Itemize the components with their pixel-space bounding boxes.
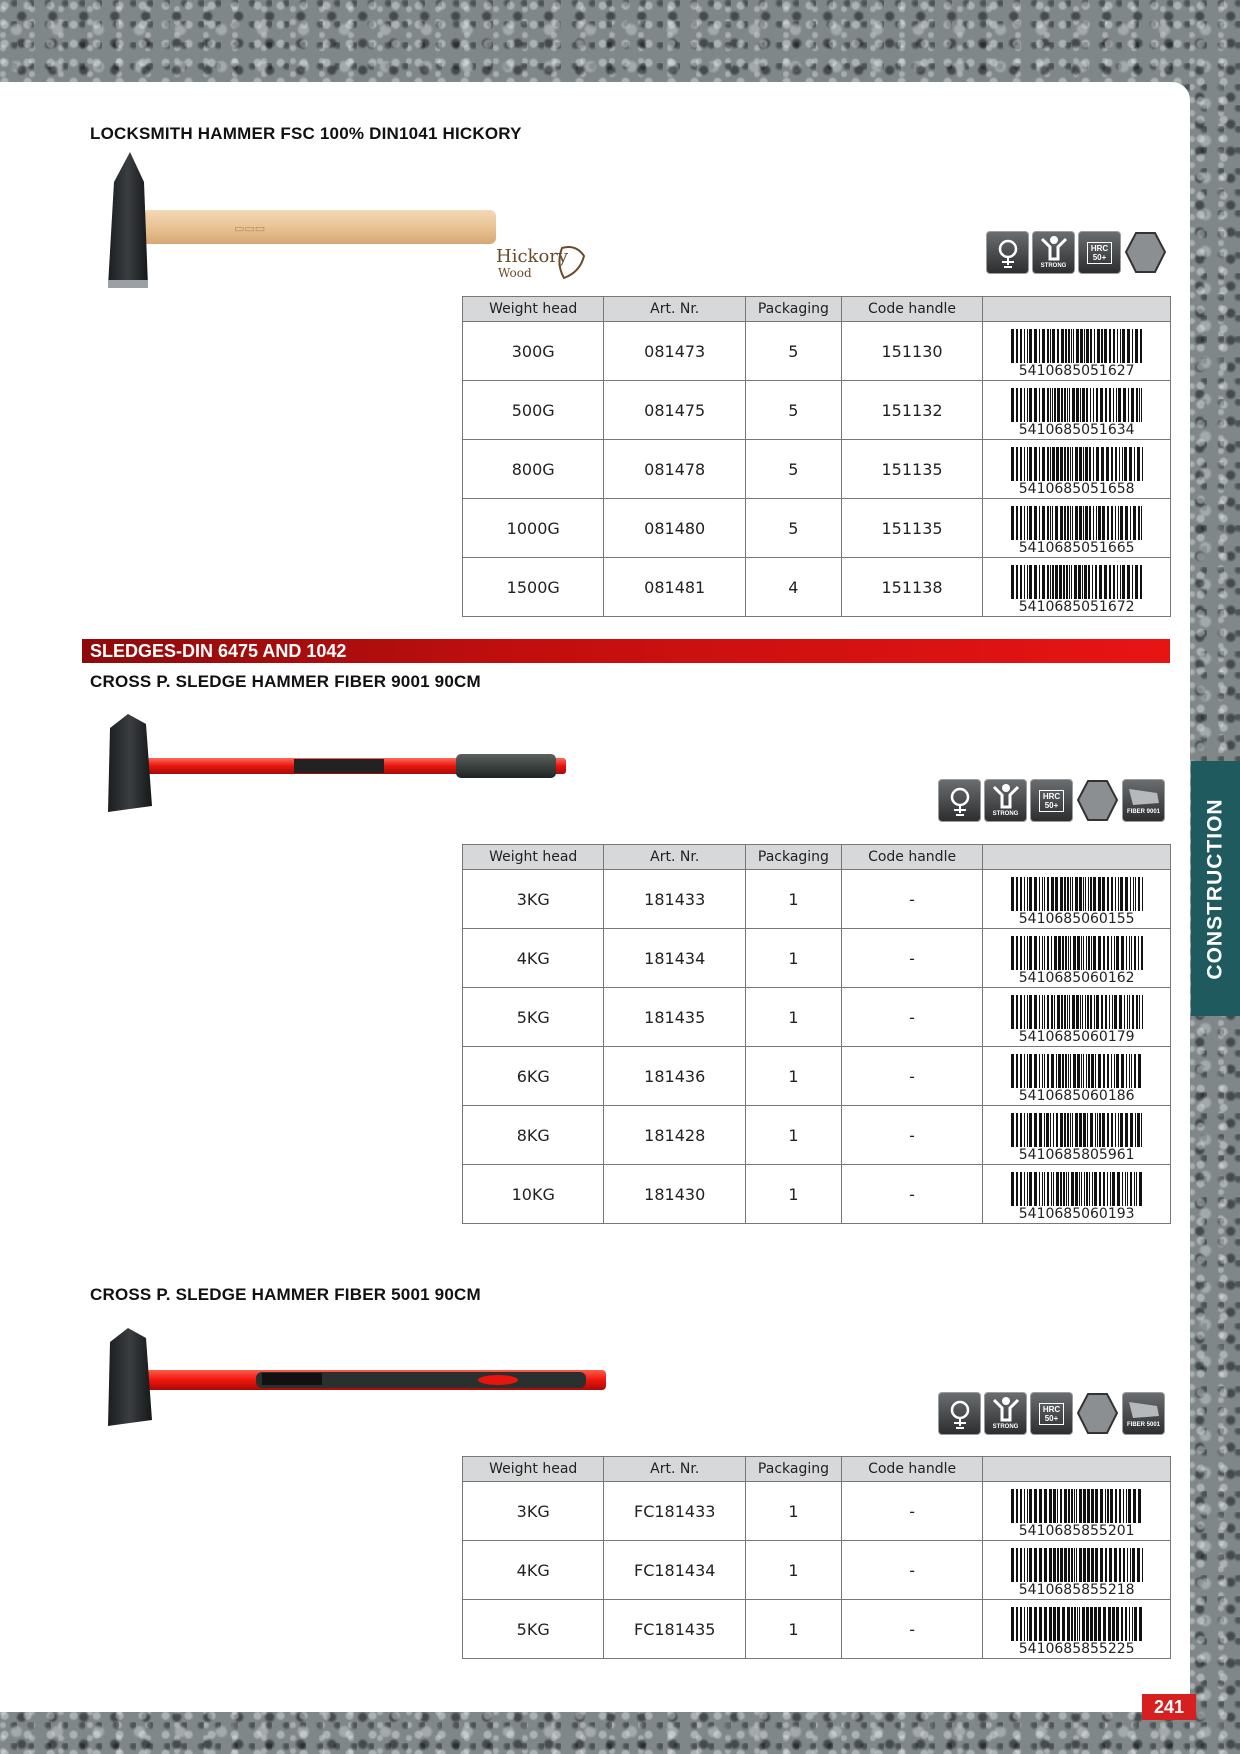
table-row — [463, 322, 1171, 381]
table-header-row — [463, 845, 1171, 870]
gear-certified-icon — [986, 231, 1029, 274]
barcode-cell — [983, 1600, 1171, 1659]
code-handle-cell: 151138 — [841, 558, 983, 617]
ean-number: 5410685051634 — [1018, 422, 1135, 438]
barcode-icon — [1011, 1172, 1143, 1206]
ean-number: 5410685855201 — [1018, 1523, 1135, 1539]
wood-logo-text: Wood — [498, 266, 532, 280]
col-art-nr: Art. Nr. — [604, 297, 746, 322]
code-handle-cell: - — [841, 929, 982, 988]
ean-number: 5410685060179 — [1018, 1029, 1135, 1045]
art-nr-cell: 081481 — [604, 558, 746, 617]
carbon-steel-icon — [1076, 1392, 1119, 1435]
packaging-cell: 1 — [745, 1047, 841, 1106]
hickory-logo-text: Hickory — [496, 246, 569, 267]
art-nr-cell: FC181435 — [604, 1600, 746, 1659]
col-weight-head: Weight head — [463, 845, 604, 870]
side-tab-construction[interactable] — [1191, 761, 1240, 1016]
section-heading-bar: SLEDGES-DIN 6475 AND 1042 — [82, 639, 1170, 663]
hammer-head — [108, 152, 148, 286]
art-nr-cell: 081473 — [604, 322, 746, 381]
packaging-cell: 1 — [745, 1106, 841, 1165]
table-row — [463, 1106, 1171, 1165]
col-packaging: Packaging — [745, 297, 841, 322]
art-nr-cell: 181434 — [604, 929, 746, 988]
feature-icons — [938, 779, 1165, 822]
art-nr-cell: FC181434 — [604, 1541, 746, 1600]
col-art-nr: Art. Nr. — [604, 845, 746, 870]
fiber-9001-icon: FIBER 9001 — [1122, 779, 1165, 822]
ean-number: 5410685051665 — [1018, 540, 1135, 556]
table-row — [463, 381, 1171, 440]
packaging-cell: 1 — [745, 988, 841, 1047]
code-handle-cell: - — [841, 988, 982, 1047]
art-nr-cell: FC181433 — [604, 1482, 746, 1541]
packaging-cell: 1 — [746, 1600, 842, 1659]
col-packaging: Packaging — [746, 1457, 842, 1482]
col-packaging: Packaging — [745, 845, 841, 870]
col-code-handle: Code handle — [841, 845, 982, 870]
code-handle-cell: 151132 — [841, 381, 983, 440]
gear-certified-icon — [938, 1392, 981, 1435]
barcode-icon — [1011, 388, 1143, 422]
carbon-steel-icon — [1076, 779, 1119, 822]
sledge-hammer-5001-image — [106, 1326, 606, 1430]
col-barcode — [983, 845, 1171, 870]
code-handle-cell: - — [841, 1047, 982, 1106]
ean-number: 5410685051658 — [1018, 481, 1135, 497]
ean-number: 5410685060193 — [1018, 1206, 1135, 1222]
barcode-cell — [983, 440, 1171, 499]
barcode-cell — [983, 381, 1171, 440]
barcode-icon — [1011, 1489, 1143, 1523]
table-row — [463, 929, 1171, 988]
packaging-cell: 1 — [745, 929, 841, 988]
carbon-steel-icon — [1124, 231, 1167, 274]
barcode-icon — [1011, 447, 1143, 481]
page-number: 241 — [1142, 1694, 1196, 1720]
feature-icons — [986, 231, 1167, 274]
barcode-icon — [1011, 936, 1143, 970]
weight-cell: 5KG — [463, 1600, 604, 1659]
packaging-cell: 1 — [745, 1165, 841, 1224]
table-row — [463, 1047, 1171, 1106]
packaging-cell: 5 — [745, 381, 841, 440]
weight-cell: 4KG — [463, 929, 604, 988]
barcode-cell — [983, 870, 1171, 929]
product-title: LOCKSMITH HAMMER FSC 100% DIN1041 HICKORY — [90, 124, 522, 143]
art-nr-cell: 081478 — [604, 440, 746, 499]
art-nr-cell: 081475 — [604, 381, 746, 440]
code-handle-cell: 151130 — [841, 322, 983, 381]
table-row — [463, 440, 1171, 499]
table-row — [463, 870, 1171, 929]
art-nr-cell: 181436 — [604, 1047, 746, 1106]
weight-cell: 800G — [463, 440, 604, 499]
barcode-icon — [1011, 1113, 1143, 1147]
col-barcode — [983, 297, 1171, 322]
table-row — [463, 1600, 1171, 1659]
table-row — [463, 1482, 1171, 1541]
barcode-icon — [1011, 995, 1143, 1029]
strong-icon: STRONG — [1032, 231, 1075, 274]
col-art-nr: Art. Nr. — [604, 1457, 746, 1482]
hrc-50-icon: HRC 50+ — [1030, 779, 1073, 822]
gear-certified-icon — [938, 779, 981, 822]
table-header-row — [463, 297, 1171, 322]
table-row — [463, 1165, 1171, 1224]
packaging-cell: 5 — [745, 440, 841, 499]
art-nr-cell: 181430 — [604, 1165, 746, 1224]
spec-table-locksmith — [462, 296, 1171, 617]
ean-number: 5410685060186 — [1018, 1088, 1135, 1104]
weight-cell: 1500G — [463, 558, 604, 617]
barcode-cell — [983, 1165, 1171, 1224]
weight-cell: 4KG — [463, 1541, 604, 1600]
col-weight-head: Weight head — [463, 297, 604, 322]
table-row — [463, 499, 1171, 558]
code-handle-cell: - — [841, 870, 982, 929]
weight-cell: 3KG — [463, 870, 604, 929]
strong-icon: STRONG — [984, 779, 1027, 822]
ean-number: 5410685855225 — [1018, 1641, 1135, 1657]
packaging-cell: 5 — [745, 499, 841, 558]
table-row — [463, 558, 1171, 617]
barcode-cell — [983, 499, 1171, 558]
code-handle-cell: - — [841, 1165, 982, 1224]
hrc-50-icon: HRC 50+ — [1030, 1392, 1073, 1435]
sledge-head — [108, 714, 152, 812]
weight-cell: 500G — [463, 381, 604, 440]
code-handle-cell: 151135 — [841, 440, 983, 499]
art-nr-cell: 081480 — [604, 499, 746, 558]
col-barcode — [983, 1457, 1171, 1482]
barcode-cell — [983, 1106, 1171, 1165]
col-weight-head: Weight head — [463, 1457, 604, 1482]
fiber-5001-icon: FIBER 5001 — [1122, 1392, 1165, 1435]
hickory-handle — [142, 210, 496, 244]
locksmith-hammer-image — [106, 152, 596, 292]
code-handle-cell: - — [841, 1482, 982, 1541]
weight-cell: 3KG — [463, 1482, 604, 1541]
packaging-cell: 1 — [745, 870, 841, 929]
barcode-icon — [1011, 506, 1143, 540]
packaging-cell: 1 — [746, 1541, 842, 1600]
barcode-icon — [1011, 1054, 1143, 1088]
art-nr-cell: 181435 — [604, 988, 746, 1047]
spec-table-fiber-9001 — [462, 844, 1171, 1224]
product-title: CROSS P. SLEDGE HAMMER FIBER 9001 90CM — [90, 672, 481, 691]
barcode-cell — [983, 988, 1171, 1047]
barcode-icon — [1011, 329, 1143, 363]
barcode-cell — [983, 322, 1171, 381]
product-title: CROSS P. SLEDGE HAMMER FIBER 5001 90CM — [90, 1285, 481, 1304]
packaging-cell: 4 — [745, 558, 841, 617]
handle-brand-mark: ▭▭▭ — [234, 222, 266, 235]
code-handle-cell: - — [841, 1106, 982, 1165]
barcode-icon — [1011, 565, 1143, 599]
barcode-cell — [983, 558, 1171, 617]
code-handle-cell: 151135 — [841, 499, 983, 558]
packaging-cell: 1 — [746, 1482, 842, 1541]
barcode-cell — [983, 1541, 1171, 1600]
weight-cell: 10KG — [463, 1165, 604, 1224]
table-row — [463, 988, 1171, 1047]
sledge-head — [108, 1328, 152, 1426]
side-tab-label: CONSTRUCTION — [1203, 797, 1227, 980]
art-nr-cell: 181428 — [604, 1106, 746, 1165]
ean-number: 5410685051672 — [1018, 599, 1135, 615]
col-code-handle: Code handle — [841, 1457, 982, 1482]
handle-grip — [456, 754, 556, 778]
code-handle-cell: - — [841, 1600, 982, 1659]
col-code-handle: Code handle — [841, 297, 983, 322]
art-nr-cell: 181433 — [604, 870, 746, 929]
code-handle-cell: - — [841, 1541, 982, 1600]
ean-number: 5410685060162 — [1018, 970, 1135, 986]
barcode-icon — [1011, 1607, 1143, 1641]
weight-cell: 1000G — [463, 499, 604, 558]
barcode-cell — [983, 1047, 1171, 1106]
sledge-hammer-9001-image — [106, 712, 606, 816]
barcode-cell — [983, 929, 1171, 988]
weight-cell: 300G — [463, 322, 604, 381]
feature-icons — [938, 1392, 1165, 1435]
weight-cell: 5KG — [463, 988, 604, 1047]
packaging-cell: 5 — [745, 322, 841, 381]
ean-number: 5410685855218 — [1018, 1582, 1135, 1598]
table-row — [463, 1541, 1171, 1600]
ean-number: 5410685060155 — [1018, 911, 1135, 927]
barcode-cell — [983, 1482, 1171, 1541]
hrc-50-icon: HRC 50+ — [1078, 231, 1121, 274]
weight-cell: 6KG — [463, 1047, 604, 1106]
handle-label — [294, 759, 384, 773]
barcode-icon — [1011, 1548, 1143, 1582]
table-header-row — [463, 1457, 1171, 1482]
weight-cell: 8KG — [463, 1106, 604, 1165]
ean-number: 5410685805961 — [1018, 1147, 1135, 1163]
ean-number: 5410685051627 — [1018, 363, 1135, 379]
strong-icon: STRONG — [984, 1392, 1027, 1435]
spec-table-fiber-5001 — [462, 1456, 1171, 1659]
barcode-icon — [1011, 877, 1143, 911]
